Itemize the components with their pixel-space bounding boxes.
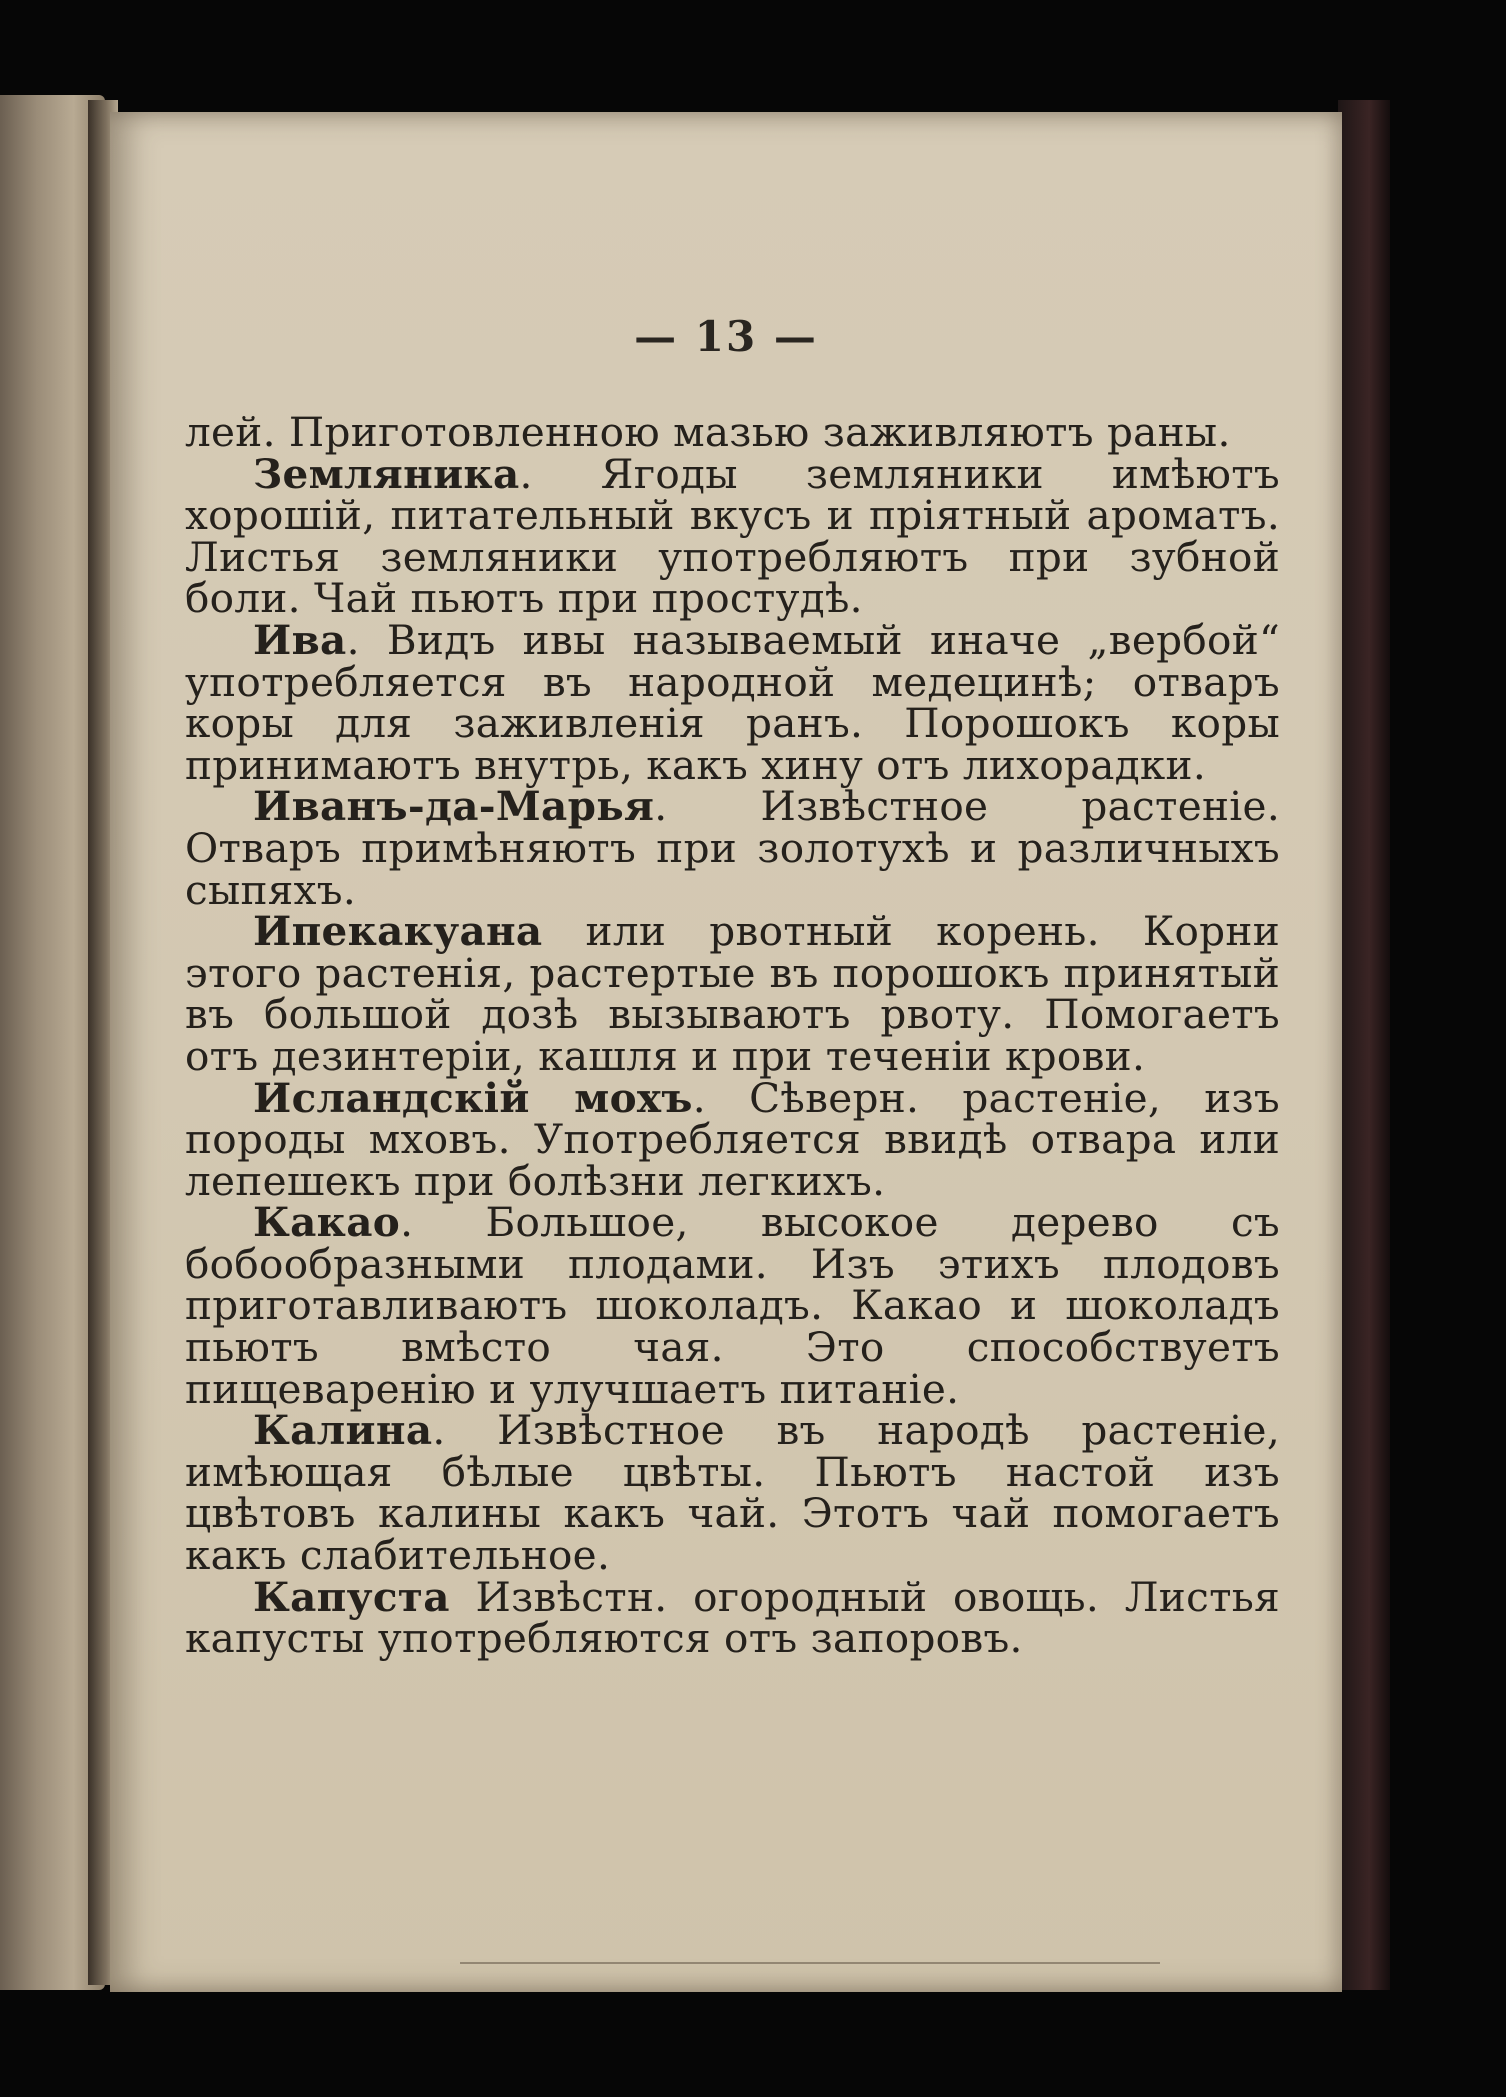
entry-text: . Извѣстное растеніе. Отваръ примѣняютъ при золотухѣ и различныхъ сыпяхъ.	[185, 782, 1280, 914]
paragraph	[185, 1198, 1280, 1413]
paragraph	[185, 907, 1280, 1080]
entry-text: . Ягоды земляники имѣютъ хорошій, питательный вкусъ и пріятный ароматъ. Листья земляники употребляютъ при зубной боли. Чай пьютъ при простудѣ.	[185, 449, 1280, 623]
entry-text: лей. Приготовленною мазью заживляютъ раны.	[185, 408, 1231, 456]
entry-text: или рвотный корень. Корни этого растенія, растертые въ порошокъ принятый въ большой дозѣ вызываютъ рвоту. Помогаетъ отъ дезинтеріи, кашля и при теченіи крови.	[185, 907, 1280, 1080]
entry-text: . Видъ ивы называемый иначе „вербой“ употребляется въ народной медецинѣ; отваръ коры для заживленія ранъ. Порошокъ коры принимаютъ внутрь, какъ хину отъ лихорадки.	[185, 615, 1280, 789]
entry-term: Капуста	[253, 1572, 450, 1621]
entry-text: . Извѣстное въ народѣ растеніе, имѣющая бѣлые цвѣты. Пьютъ настой изъ цвѣтовъ калины какъ чай. Этотъ чай помогаетъ какъ слабительное.	[185, 1406, 1280, 1580]
paragraph	[185, 1073, 1280, 1205]
entry-text: . Большое, высокое дерево съ бобообразными плодами. Изъ этихъ плодовъ приготавливаютъ шоколадъ. Какао и шоколадъ пьютъ вмѣсто чая. Это способствуетъ пищеваренію и улучшаетъ питаніе.	[185, 1198, 1280, 1413]
entry-text: Извѣстн. огородный овощь. Листья капусты употребляются отъ запоровъ.	[185, 1572, 1280, 1663]
bottom-rule	[460, 1962, 1160, 1964]
paragraph	[185, 782, 1280, 914]
entry-text: . Сѣверн. растеніе, изъ породы мховъ. Употребляется ввидѣ отвара или лепешекъ при болѣзни легкихъ.	[185, 1073, 1280, 1205]
entry-term: Ива	[253, 615, 347, 664]
book-page	[110, 112, 1342, 1992]
paragraph	[185, 408, 1280, 456]
page-text	[185, 408, 1280, 1663]
entry-term: Калина	[253, 1406, 433, 1455]
entry-term: Исландскій мохъ	[253, 1073, 693, 1122]
paragraph	[185, 449, 1280, 623]
page-number: — 13 —	[634, 312, 818, 361]
entry-term: Какао	[253, 1198, 401, 1247]
paragraph	[185, 615, 1280, 789]
paragraph	[185, 1406, 1280, 1580]
entry-term: Иванъ-да-Марья	[253, 782, 655, 831]
entry-term: Ипекакуана	[253, 907, 543, 956]
entry-term: Земляника	[253, 449, 520, 498]
book-cover-edge	[1338, 100, 1390, 1990]
paragraph	[185, 1572, 1280, 1663]
